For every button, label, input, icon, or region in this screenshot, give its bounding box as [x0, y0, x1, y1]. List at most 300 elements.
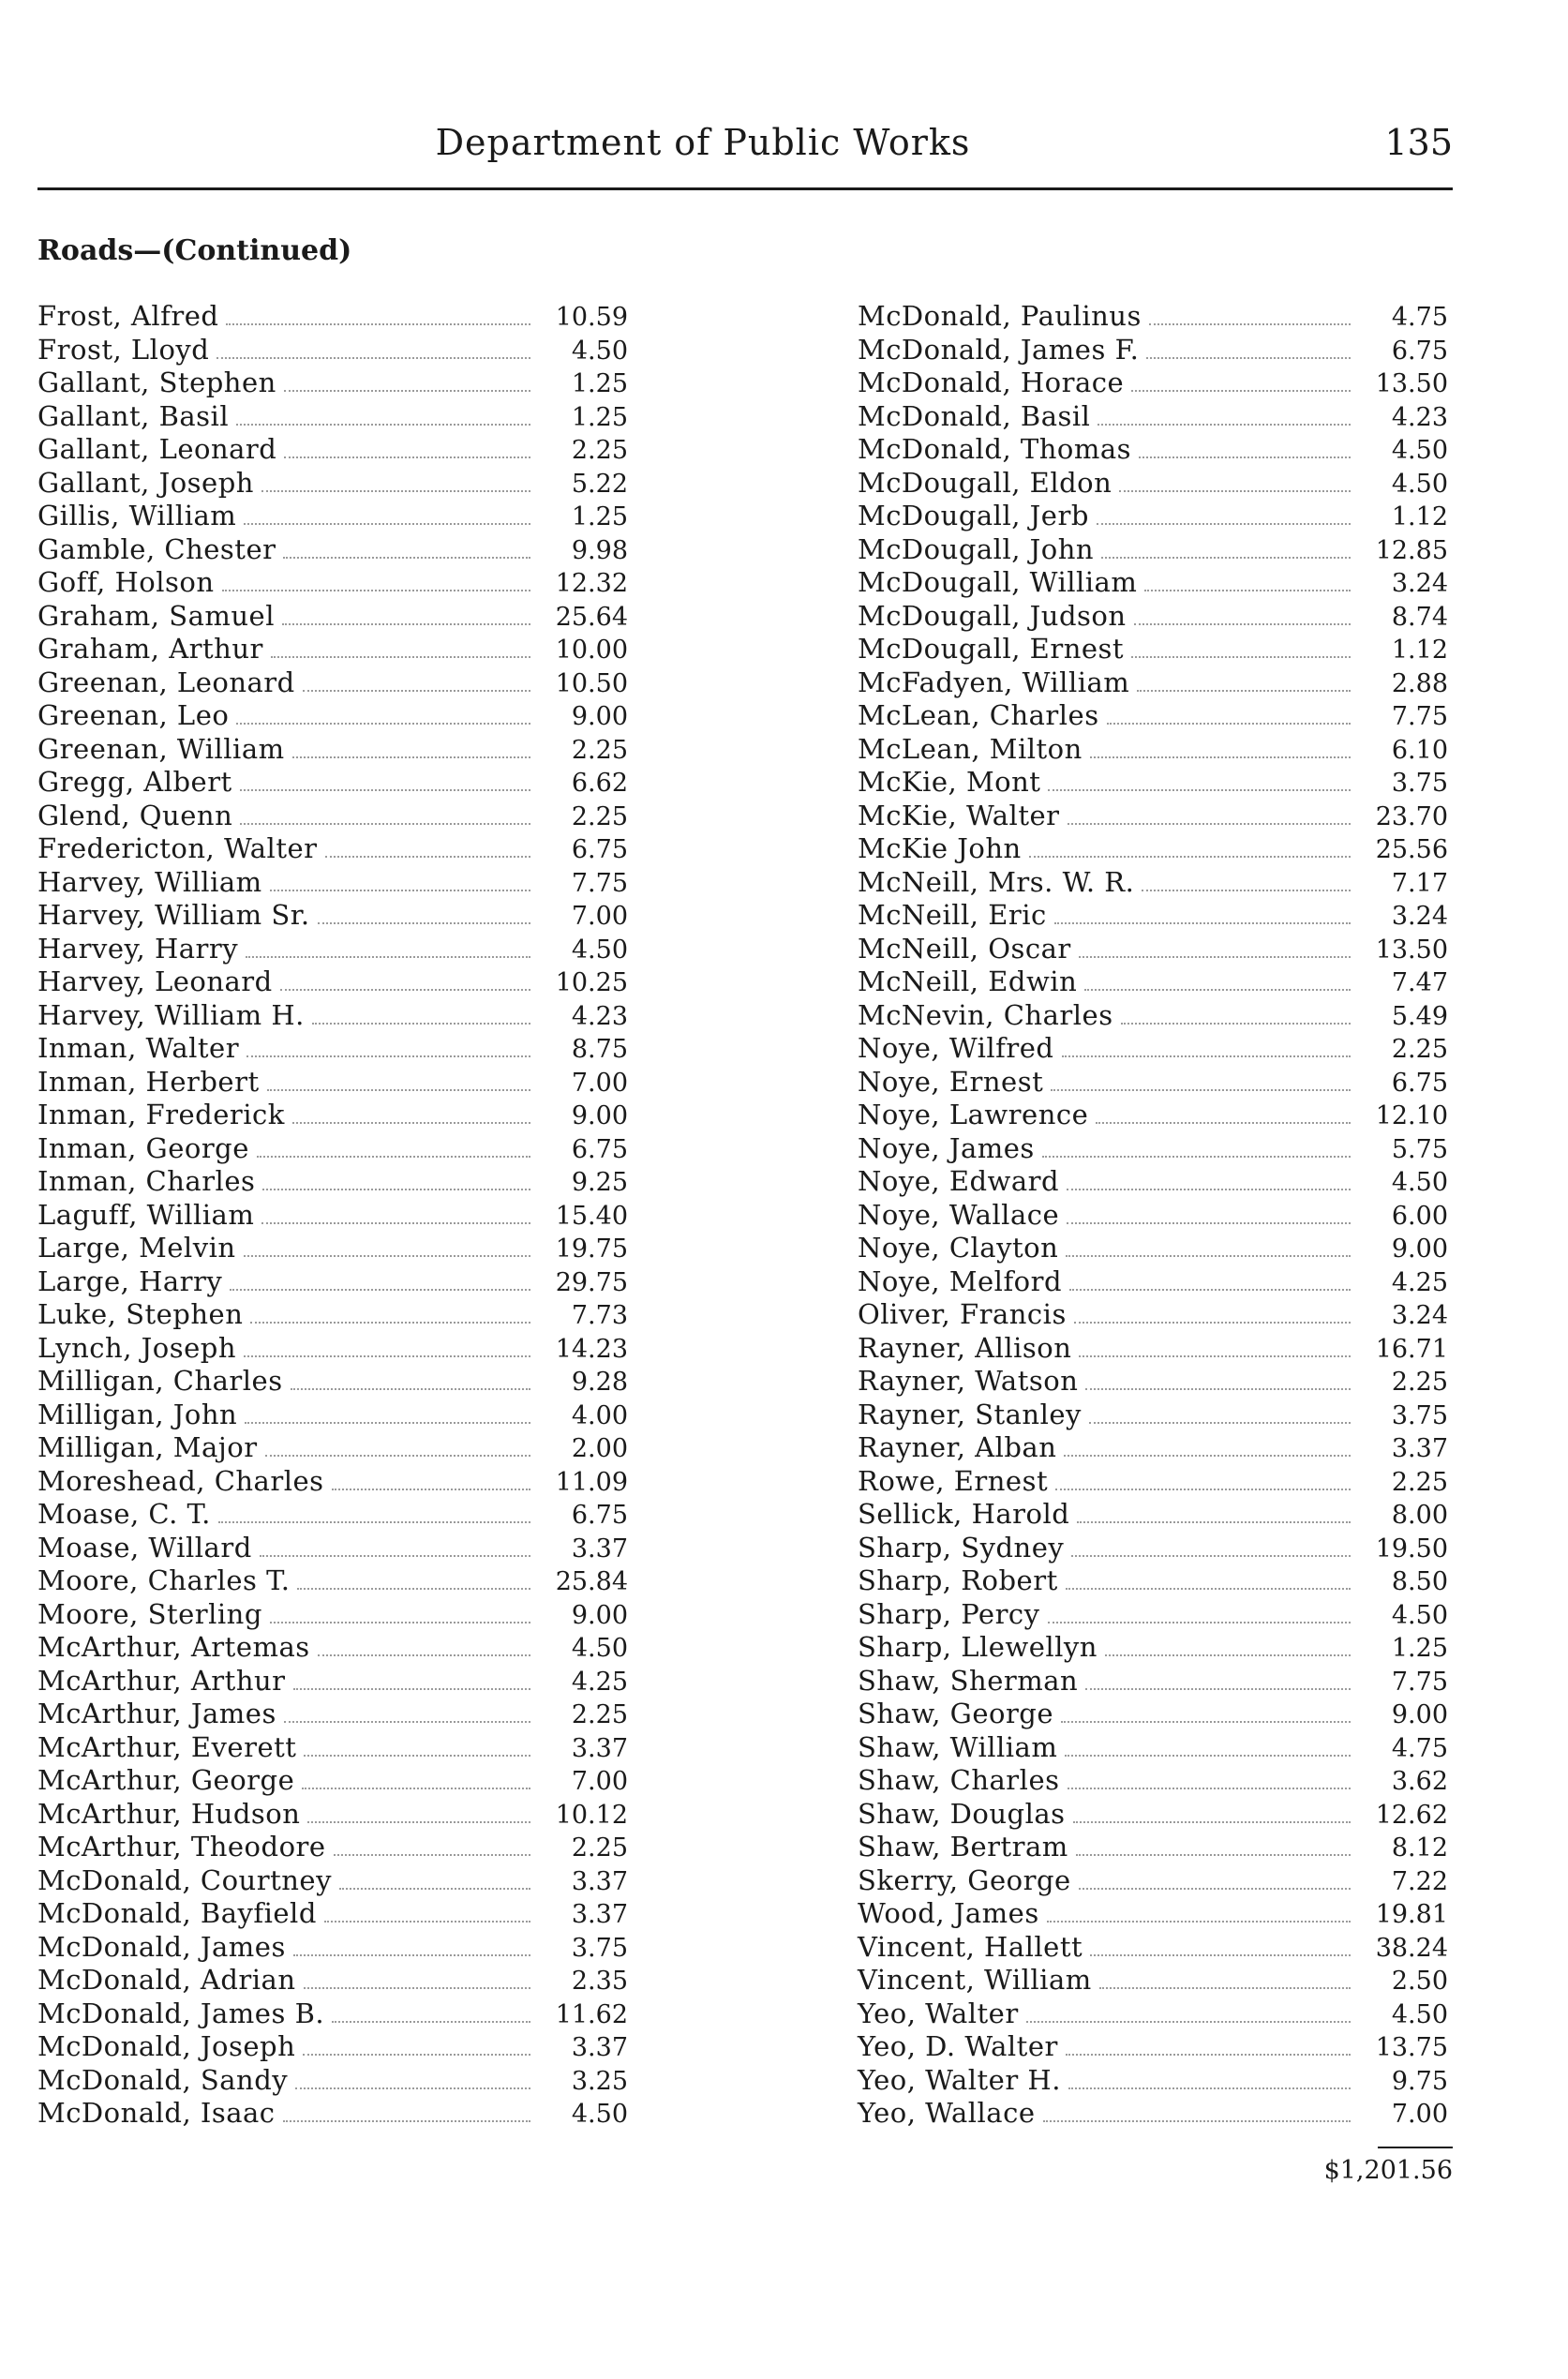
list-item	[858, 766, 1448, 800]
payee-name: McKie, Mont	[858, 766, 1041, 798]
payment-amount: 11.09	[555, 1467, 628, 1497]
dot-leader	[1064, 1455, 1351, 1457]
list-item	[858, 600, 1448, 634]
payee-name: Noye, Melford	[858, 1264, 1063, 1297]
dot-leader	[217, 357, 530, 359]
list-item	[37, 600, 628, 634]
payee-name: McDonald, James B.	[37, 1997, 325, 2029]
payment-amount: 10.59	[555, 303, 628, 332]
dot-leader	[1099, 1987, 1351, 1989]
list-item	[37, 832, 628, 866]
payee-name: McDonald, Bayfield	[37, 1897, 317, 1929]
dot-leader	[261, 1222, 530, 1224]
dot-leader	[332, 2021, 530, 2023]
payee-name: Greenan, Leo	[37, 699, 230, 731]
dot-leader	[1051, 1089, 1351, 1091]
dot-leader	[291, 1388, 530, 1390]
dot-leader	[1085, 1388, 1351, 1390]
dot-leader	[1134, 623, 1351, 625]
dot-leader	[1149, 323, 1351, 325]
dot-leader	[284, 1721, 530, 1723]
list-item	[858, 1798, 1448, 1832]
dot-leader	[307, 1821, 530, 1823]
list-item	[37, 699, 628, 733]
dot-leader	[260, 1555, 530, 1557]
payee-name: Wood, James	[858, 1897, 1039, 1929]
list-item	[858, 1598, 1448, 1632]
list-item	[37, 1598, 628, 1632]
payment-amount: 19.75	[555, 1234, 628, 1264]
dot-leader	[1043, 2120, 1351, 2122]
payment-amount: 8.50	[1391, 1567, 1448, 1596]
payment-amount: 7.00	[571, 1767, 628, 1796]
dot-leader	[1090, 1954, 1351, 1956]
payee-name: Noye, Lawrence	[858, 1099, 1089, 1130]
payment-amount: 6.75	[571, 835, 628, 864]
payment-amount: 3.75	[1391, 769, 1448, 798]
dot-leader	[304, 1987, 531, 1989]
payment-amount: 5.75	[1391, 1134, 1448, 1164]
list-item	[37, 533, 628, 567]
list-item	[858, 334, 1448, 367]
payment-amount: 4.50	[1391, 436, 1448, 465]
payment-amount: 2.25	[571, 735, 628, 765]
list-item	[37, 2097, 628, 2131]
payee-name: Graham, Samuel	[37, 599, 275, 632]
right-column	[858, 300, 1448, 2131]
list-item	[858, 699, 1448, 733]
list-item	[37, 1165, 628, 1199]
dot-leader	[250, 1322, 530, 1324]
page-number: 135	[1384, 122, 1453, 163]
list-item	[37, 1431, 628, 1465]
payee-name: Shaw, Charles	[858, 1764, 1060, 1796]
list-item	[37, 1564, 628, 1598]
payment-amount: 3.25	[571, 2066, 628, 2096]
payment-amount: 7.75	[571, 868, 628, 898]
dot-leader	[240, 823, 530, 825]
payment-amount: 5.49	[1391, 1001, 1448, 1031]
payee-name: Skerry, George	[858, 1863, 1071, 1896]
list-item	[858, 1066, 1448, 1100]
payment-amount: 1.25	[1391, 1634, 1448, 1663]
payment-amount: 4.25	[1391, 1267, 1448, 1297]
dot-leader	[271, 656, 530, 658]
dot-leader	[1090, 756, 1351, 758]
payee-name: Lynch, Joseph	[37, 1331, 237, 1364]
payee-name: McLean, Charles	[858, 699, 1099, 731]
payee-name: McNeill, Mrs. W. R.	[858, 865, 1135, 898]
list-item	[858, 2030, 1448, 2064]
payee-name: Rayner, Stanley	[858, 1398, 1082, 1430]
payee-name: McKie John	[858, 832, 1022, 864]
list-item	[858, 1532, 1448, 1565]
dot-leader	[292, 1122, 530, 1124]
list-item	[858, 500, 1448, 533]
payee-name: Moore, Sterling	[37, 1597, 262, 1630]
payment-amount: 9.00	[571, 1600, 628, 1630]
payee-name: Yeo, D. Walter	[858, 2030, 1058, 2062]
payment-amount: 15.40	[555, 1201, 628, 1231]
list-item	[37, 1332, 628, 1366]
dot-leader	[236, 723, 530, 725]
payee-name: Rayner, Alban	[858, 1431, 1057, 1463]
payment-amount: 6.75	[1391, 1068, 1448, 1098]
dot-leader	[1107, 723, 1351, 725]
payment-amount: 13.50	[1375, 935, 1448, 965]
payee-name: McDonald, James F.	[858, 333, 1140, 366]
payment-amount: 1.25	[571, 402, 628, 432]
payment-amount: 6.75	[571, 1134, 628, 1164]
list-item	[858, 400, 1448, 434]
payee-name: Harvey, Leonard	[37, 965, 273, 997]
payee-name: Sellick, Harold	[858, 1498, 1070, 1530]
payee-name: Frost, Lloyd	[37, 333, 210, 366]
list-item	[37, 500, 628, 533]
list-item	[858, 1399, 1448, 1432]
dot-leader	[1073, 1821, 1351, 1823]
payee-name: McDougall, William	[858, 566, 1138, 598]
payee-name: Gallant, Basil	[37, 399, 230, 432]
dot-leader	[1067, 1189, 1351, 1190]
payee-name: Glend, Quenn	[37, 799, 233, 831]
payee-name: McDonald, Sandy	[37, 2063, 289, 2096]
payee-name: McArthur, Theodore	[37, 1831, 326, 1863]
payee-name: McDonald, Paulinus	[858, 300, 1142, 332]
dot-leader	[1068, 2087, 1351, 2089]
list-item	[858, 1132, 1448, 1166]
list-item	[37, 633, 628, 666]
dot-leader	[1142, 890, 1351, 891]
list-item	[858, 1564, 1448, 1598]
dot-leader	[282, 623, 530, 625]
payment-amount: 9.00	[1391, 1234, 1448, 1264]
payee-name: Sharp, Percy	[858, 1597, 1040, 1630]
payment-amount: 7.47	[1391, 968, 1448, 997]
payment-amount: 3.37	[571, 1534, 628, 1564]
list-item	[858, 1698, 1448, 1731]
dot-leader	[1069, 1289, 1351, 1291]
list-item	[37, 400, 628, 434]
payee-name: McDonald, Joseph	[37, 2030, 296, 2062]
payee-name: Moreshead, Charles	[37, 1464, 324, 1497]
list-item	[858, 1764, 1448, 1798]
dot-leader	[1026, 2021, 1351, 2023]
payee-name: McDougall, Judson	[858, 599, 1127, 632]
list-item	[858, 899, 1448, 933]
list-item	[858, 1265, 1448, 1299]
payee-name: Frost, Alfred	[37, 300, 219, 332]
payee-name: McArthur, Arthur	[37, 1664, 286, 1697]
list-item	[37, 1066, 628, 1100]
payment-amount: 3.62	[1391, 1767, 1448, 1796]
payee-name: Gillis, William	[37, 500, 237, 531]
dot-leader	[244, 1355, 530, 1357]
list-item	[858, 1631, 1448, 1665]
list-item	[858, 566, 1448, 600]
payment-amount: 9.98	[571, 535, 628, 565]
list-item	[37, 965, 628, 999]
dot-leader	[318, 922, 530, 924]
payment-amount: 9.00	[571, 1101, 628, 1130]
dot-leader	[222, 590, 530, 591]
payment-amount: 4.75	[1391, 1733, 1448, 1763]
payment-amount: 4.50	[1391, 1999, 1448, 2029]
payee-name: McDonald, Basil	[858, 399, 1091, 432]
list-item	[37, 2030, 628, 2064]
payment-amount: 25.64	[555, 602, 628, 632]
payment-amount: 3.37	[1391, 1434, 1448, 1463]
payee-name: McDonald, Courtney	[37, 1863, 332, 1896]
payee-name: Harvey, Harry	[37, 932, 239, 965]
dot-leader	[1121, 1023, 1351, 1025]
dot-leader	[1068, 823, 1351, 825]
dot-leader	[1029, 856, 1351, 858]
list-item	[858, 800, 1448, 833]
payee-name: Yeo, Walter	[858, 1997, 1019, 2029]
payee-name: Gregg, Albert	[37, 766, 232, 798]
payment-amount: 23.70	[1375, 801, 1448, 831]
dot-leader	[245, 1422, 530, 1424]
payee-name: Graham, Arthur	[37, 633, 263, 665]
payee-name: Large, Melvin	[37, 1232, 236, 1264]
list-item	[858, 866, 1448, 900]
dot-leader	[1105, 1654, 1351, 1656]
dot-leader	[218, 1521, 530, 1523]
payment-amount: 8.74	[1391, 602, 1448, 632]
payment-amount: 6.75	[1391, 336, 1448, 366]
section-heading: Roads—(Continued)	[37, 234, 352, 267]
list-item	[858, 1298, 1448, 1332]
dot-leader	[302, 1788, 530, 1789]
payee-name: McDougall, Eldon	[858, 466, 1113, 499]
list-item	[858, 999, 1448, 1033]
payee-name: Greenan, Leonard	[37, 666, 295, 698]
payee-name: Sharp, Robert	[858, 1564, 1058, 1596]
payment-amount: 11.62	[555, 1999, 628, 2029]
list-item	[37, 866, 628, 900]
list-item	[858, 1498, 1448, 1532]
payee-name: Luke, Stephen	[37, 1298, 244, 1330]
list-item	[858, 1099, 1448, 1132]
dot-leader	[295, 2087, 530, 2089]
payee-name: Noye, Wilfred	[858, 1032, 1054, 1064]
payee-name: Shaw, William	[858, 1730, 1058, 1763]
dot-leader	[261, 490, 530, 492]
total-amount: $1,201.56	[1323, 2156, 1453, 2185]
list-item	[858, 832, 1448, 866]
payee-name: Oliver, Francis	[858, 1298, 1067, 1330]
dot-leader	[1076, 1854, 1351, 1856]
list-item	[37, 1964, 628, 1997]
dot-leader	[1066, 1255, 1351, 1257]
header-divider	[37, 187, 1453, 190]
payment-amount: 10.25	[555, 968, 628, 997]
payment-amount: 10.50	[555, 668, 628, 698]
payment-amount: 29.75	[555, 1267, 628, 1297]
list-item	[37, 1698, 628, 1731]
payee-name: McKie, Walter	[858, 799, 1060, 831]
payment-amount: 3.24	[1391, 902, 1448, 931]
dot-leader	[1074, 1322, 1351, 1324]
dot-leader	[304, 1755, 530, 1757]
list-item	[37, 1032, 628, 1066]
payment-amount: 3.37	[571, 1866, 628, 1896]
payee-name: Gallant, Joseph	[37, 466, 254, 499]
dot-leader	[284, 456, 530, 458]
list-item	[37, 1232, 628, 1265]
payment-amount: 8.75	[571, 1035, 628, 1064]
payee-name: Milligan, John	[37, 1398, 238, 1430]
dot-leader	[1066, 1588, 1351, 1590]
payment-amount: 6.62	[571, 769, 628, 798]
list-item	[37, 433, 628, 467]
payment-amount: 7.00	[571, 1068, 628, 1098]
payee-name: McLean, Milton	[858, 732, 1083, 765]
payment-amount: 19.81	[1375, 1900, 1448, 1929]
dot-leader	[1079, 1888, 1351, 1890]
payee-name: Inman, George	[37, 1131, 249, 1164]
dot-leader	[1055, 1489, 1351, 1490]
payee-name: Milligan, Major	[37, 1431, 258, 1463]
list-item	[37, 766, 628, 800]
dot-leader	[303, 690, 530, 692]
payee-name: Harvey, William H.	[37, 998, 305, 1031]
payment-amount: 2.25	[571, 1833, 628, 1863]
dot-leader	[1096, 1122, 1351, 1124]
payment-amount: 4.50	[1391, 1600, 1448, 1630]
payment-amount: 6.75	[571, 1501, 628, 1530]
dot-leader	[1042, 1156, 1351, 1158]
payee-name: Gallant, Leonard	[37, 433, 277, 465]
payment-amount: 4.50	[1391, 469, 1448, 499]
payment-amount: 2.88	[1391, 668, 1448, 698]
payment-amount: 6.10	[1391, 735, 1448, 765]
list-item	[37, 1099, 628, 1132]
payee-name: Moore, Charles T.	[37, 1564, 291, 1596]
list-item	[37, 1631, 628, 1665]
list-item	[37, 933, 628, 966]
payment-amount: 9.75	[1391, 2066, 1448, 2096]
list-item	[37, 1731, 628, 1765]
payee-name: Moase, C. T.	[37, 1498, 211, 1530]
payment-amount: 7.22	[1391, 1866, 1448, 1896]
dot-leader	[332, 1489, 530, 1490]
dot-leader	[1062, 1055, 1351, 1057]
list-item	[858, 300, 1448, 334]
dot-leader	[283, 557, 530, 559]
payment-amount: 9.00	[1391, 1700, 1448, 1729]
payment-amount: 4.25	[571, 1667, 628, 1697]
list-item	[37, 1864, 628, 1898]
payee-name: McDonald, Adrian	[37, 1964, 296, 1996]
list-item	[37, 1798, 628, 1832]
payee-name: Rayner, Allison	[858, 1331, 1072, 1364]
list-item	[37, 999, 628, 1033]
dot-leader	[318, 1654, 530, 1656]
dot-leader	[1048, 1622, 1351, 1623]
dot-leader	[246, 1055, 530, 1057]
list-item	[37, 1498, 628, 1532]
payee-name: McArthur, George	[37, 1764, 295, 1796]
dot-leader	[246, 956, 530, 958]
list-item	[37, 1897, 628, 1931]
payee-name: McDonald, James	[37, 1930, 286, 1963]
payment-amount: 3.37	[571, 1900, 628, 1929]
payee-name: Shaw, Sherman	[858, 1664, 1079, 1697]
payment-amount: 19.50	[1375, 1534, 1448, 1564]
payee-name: McDonald, Isaac	[37, 2097, 276, 2129]
list-item	[37, 1831, 628, 1864]
payment-amount: 12.62	[1375, 1800, 1448, 1830]
dot-leader	[339, 1888, 530, 1890]
payee-name: Yeo, Walter H.	[858, 2063, 1061, 2096]
dot-leader	[1061, 1721, 1351, 1723]
dot-leader	[244, 523, 530, 525]
dot-leader	[1066, 2054, 1351, 2056]
list-item	[858, 1365, 1448, 1399]
list-item	[37, 1132, 628, 1166]
payment-amount: 9.25	[571, 1168, 628, 1197]
dot-leader	[1119, 490, 1351, 492]
payee-name: Vincent, Hallett	[858, 1930, 1083, 1963]
payment-amount: 10.12	[555, 1800, 628, 1830]
list-item	[858, 467, 1448, 501]
payment-amount: 2.50	[1391, 1967, 1448, 1996]
dot-leader	[240, 789, 530, 791]
list-item	[858, 533, 1448, 567]
list-item	[37, 1532, 628, 1565]
list-item	[37, 300, 628, 334]
payment-amount: 38.24	[1375, 1933, 1448, 1963]
list-item	[858, 733, 1448, 767]
dot-leader	[1084, 989, 1351, 991]
payee-name: McArthur, James	[37, 1698, 276, 1729]
payment-amount: 10.00	[555, 636, 628, 665]
payee-name: Inman, Walter	[37, 1032, 240, 1064]
payee-name: Rayner, Watson	[858, 1365, 1079, 1397]
list-item	[37, 1399, 628, 1432]
list-item	[858, 1665, 1448, 1698]
payee-name: Noye, Wallace	[858, 1198, 1060, 1231]
list-item	[37, 1365, 628, 1399]
list-item	[858, 1897, 1448, 1931]
payment-amount: 1.12	[1391, 636, 1448, 665]
payment-amount: 4.75	[1391, 303, 1448, 332]
payee-name: Gamble, Chester	[37, 532, 276, 565]
payment-amount: 7.75	[1391, 702, 1448, 731]
list-item	[37, 1764, 628, 1798]
payee-name: McDougall, Ernest	[858, 633, 1125, 665]
dot-leader	[1097, 523, 1351, 525]
page-header	[37, 122, 1453, 178]
payee-name: Harvey, William Sr.	[37, 899, 310, 931]
payment-amount: 5.22	[571, 469, 628, 499]
dot-leader	[293, 1688, 530, 1690]
dot-leader	[230, 1289, 530, 1291]
payment-amount: 13.75	[1375, 2033, 1448, 2062]
list-item	[37, 800, 628, 833]
payee-name: Harvey, William	[37, 865, 262, 898]
payment-amount: 1.25	[571, 369, 628, 398]
dot-leader	[1079, 1355, 1351, 1357]
list-item	[858, 633, 1448, 666]
payee-name: Shaw, George	[858, 1698, 1054, 1729]
payment-amount: 4.50	[571, 336, 628, 366]
dot-leader	[1048, 789, 1351, 791]
payee-name: Shaw, Bertram	[858, 1831, 1068, 1863]
list-item	[858, 1731, 1448, 1765]
